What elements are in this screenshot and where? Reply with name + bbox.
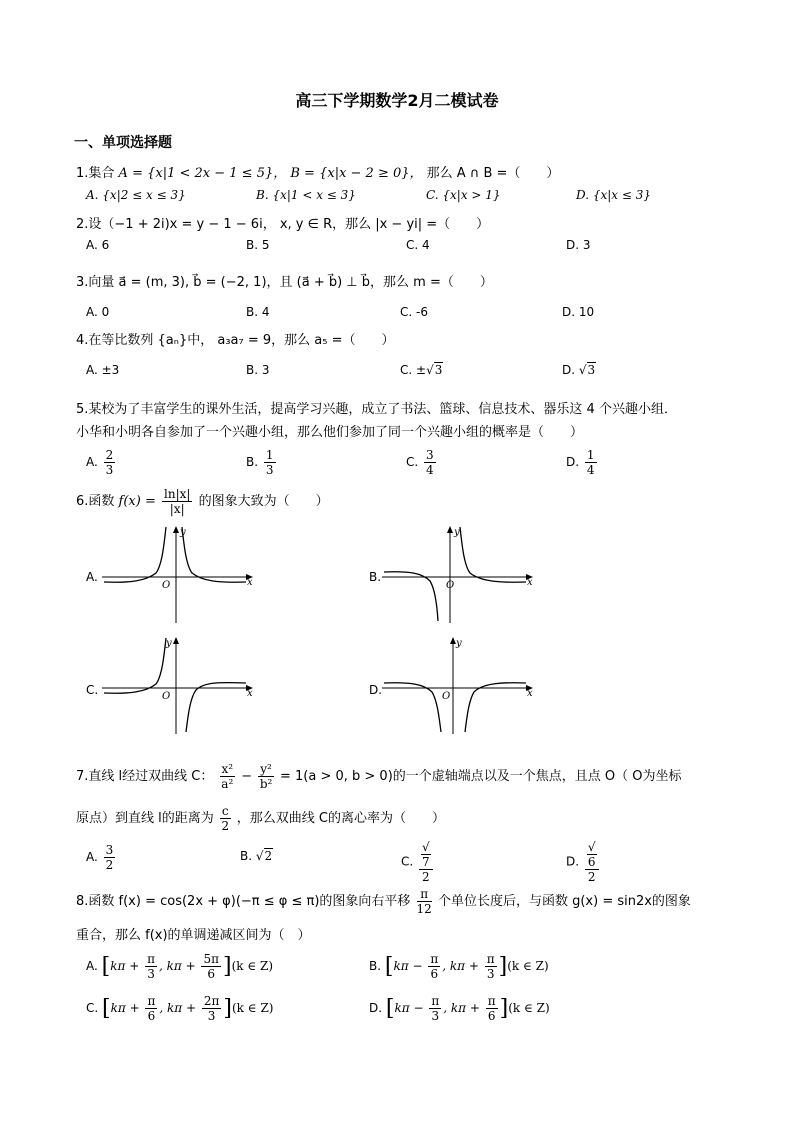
q5-option-a[interactable] bbox=[86, 448, 117, 477]
q5-b-label: B. bbox=[246, 455, 259, 469]
left-bracket: [ bbox=[101, 954, 111, 979]
y-axis-label: y bbox=[180, 527, 186, 538]
q7-a-label: A. bbox=[86, 850, 98, 864]
q5-option-b[interactable] bbox=[246, 448, 278, 477]
q8-stem-pre: 8.函数 f(x) = cos(2x + φ)(−π ≤ φ ≤ π)的图象向右平移 bbox=[76, 894, 411, 909]
q6-fx: f(x) = bbox=[118, 494, 156, 509]
q4-option-a[interactable]: A. ±3 bbox=[86, 363, 120, 377]
q2-option-d[interactable]: D. 3 bbox=[566, 238, 591, 252]
q3-option-d[interactable]: D. 10 bbox=[562, 305, 595, 319]
question-3: 3.向量 a⃗ = (m, 3), b⃗ = (−2, 1)，且 (a⃗ + b⃗) ⊥ b⃗，那么 m =（ ） bbox=[76, 275, 493, 290]
denominator: 3 bbox=[105, 463, 114, 477]
x-axis-label: x bbox=[247, 577, 253, 588]
denominator: 4 bbox=[586, 463, 595, 477]
q7-minus: − bbox=[241, 769, 253, 784]
denominator: 2 bbox=[221, 819, 230, 833]
q5-d-label: D. bbox=[566, 455, 580, 469]
x-axis-label: x bbox=[527, 577, 533, 588]
q6-option-d-label[interactable]: D. bbox=[369, 683, 383, 697]
q1-option-a[interactable]: A. {x|2 ≤ x ≤ 3} bbox=[86, 188, 186, 202]
q5-a-label: A. bbox=[86, 455, 98, 469]
q4-option-c[interactable] bbox=[400, 363, 443, 377]
numerator: 3 bbox=[105, 843, 114, 857]
q7-frac-c bbox=[220, 804, 231, 833]
origin-label: O bbox=[442, 691, 451, 702]
q7-option-d[interactable] bbox=[566, 840, 601, 884]
denominator: a² bbox=[221, 777, 234, 791]
question-2: 2.设（−1 + 2i)x = y − 1 − 6i， x, y ∈ R，那么 |x − yi| =（ ） bbox=[76, 217, 490, 232]
q8-a-label: A. bbox=[86, 959, 98, 973]
numerator: 1 bbox=[265, 448, 274, 462]
numerator: 2 bbox=[105, 448, 114, 462]
q7-stem-pre: 7.直线 l经过双曲线 C： bbox=[76, 769, 214, 784]
x-axis-label: x bbox=[247, 688, 253, 699]
radicand: 6 bbox=[587, 855, 596, 869]
question-5-line1: 5.某校为了丰富学生的课外生活，提高学习兴趣，成立了书法、篮球、信息技术、器乐这 4 个兴趣小组． bbox=[76, 402, 677, 417]
q1-set-a: A = {x|1 < 2x − 1 ≤ 5}， bbox=[118, 166, 287, 181]
question-1 bbox=[76, 162, 559, 181]
q8-option-c[interactable]: C. [kπ + $\frac{\pi}{6}$ , kπ + $\frac{2\pi}{3}$ ](k ∈ Z) bbox=[86, 994, 274, 1023]
denominator: 3 bbox=[265, 463, 274, 477]
numerator: ln|x| bbox=[164, 487, 191, 501]
left-bracket: [ bbox=[384, 954, 394, 979]
q1-option-b[interactable]: B. {x|1 < x ≤ 3} bbox=[256, 188, 356, 202]
denominator: 4 bbox=[426, 463, 434, 477]
question-7-line2 bbox=[76, 804, 445, 833]
q6-graph-b[interactable] bbox=[380, 525, 535, 625]
q7-eq: = 1(a > 0, b > 0)的一个虚轴端点以及一个焦点，且点 O（ O为坐标 bbox=[280, 769, 682, 784]
question-4: 4.在等比数列 {aₙ}中， a₃a₇ = 9，那么 a₅ =（ ） bbox=[76, 333, 395, 348]
q1-option-d[interactable]: D. {x|x ≤ 3} bbox=[576, 188, 651, 202]
numerator: √ 7 bbox=[419, 840, 433, 870]
sqrt-symbol: √3 bbox=[578, 363, 596, 377]
q7-frac-x bbox=[220, 762, 236, 791]
numerator: π bbox=[417, 887, 432, 902]
page-title: 高三下学期数学2月二模试卷 bbox=[295, 91, 499, 110]
q7-line2-pre: 原点）到直线 l的距离为 bbox=[76, 811, 214, 826]
numerator: x² bbox=[221, 762, 234, 776]
q2-option-c[interactable]: C. 4 bbox=[406, 238, 430, 252]
denominator: b² bbox=[259, 777, 273, 791]
sqrt-symbol: √2 bbox=[255, 849, 273, 863]
question-6 bbox=[76, 487, 329, 516]
q7-line2-post: ，那么双曲线 C的离心率为（ ） bbox=[236, 811, 445, 826]
q2-option-b[interactable]: B. 5 bbox=[246, 238, 270, 252]
q5-c-label: C. bbox=[406, 455, 419, 469]
left-bracket: [ bbox=[385, 996, 395, 1021]
right-bracket: ] bbox=[499, 996, 509, 1021]
sqrt-symbol: √3 bbox=[426, 363, 443, 377]
origin-label: O bbox=[162, 580, 171, 591]
q8-stem-post: 个单位长度后，与函数 g(x) = sin2x的图象 bbox=[437, 894, 691, 909]
x-axis-label: x bbox=[527, 688, 533, 699]
q3-option-c[interactable]: C. -6 bbox=[400, 305, 428, 319]
numerator: y² bbox=[260, 762, 272, 776]
denominator: 2 bbox=[587, 870, 596, 884]
q4-option-d[interactable] bbox=[562, 363, 596, 377]
q7-b-label: B. bbox=[240, 849, 253, 863]
numerator: c bbox=[221, 804, 229, 818]
left-bracket: [ bbox=[102, 996, 111, 1021]
right-bracket: ] bbox=[223, 996, 232, 1021]
y-axis-label: y bbox=[454, 527, 460, 538]
q6-option-b-label[interactable]: B. bbox=[369, 570, 382, 584]
y-axis-label: y bbox=[166, 638, 172, 649]
y-axis-label: y bbox=[456, 638, 462, 649]
q6-option-a-label[interactable]: A. bbox=[86, 570, 98, 584]
q7-d-label: D. bbox=[566, 854, 580, 869]
q1-ask: 那么 A ∩ B =（ ） bbox=[426, 166, 560, 181]
q7-option-c[interactable] bbox=[401, 840, 435, 884]
question-8-line1 bbox=[76, 887, 691, 916]
q7-d-fraction bbox=[585, 840, 599, 884]
q5-c-fraction bbox=[424, 448, 436, 477]
origin-label: O bbox=[162, 691, 171, 702]
q8-option-d[interactable]: D. [kπ − $\frac{\pi}{3}$ , kπ + $\frac{\pi}{6}$ ](k ∈ Z) bbox=[369, 994, 550, 1023]
q4-d-radicand: 3 bbox=[587, 363, 596, 377]
question-5-line2: 小华和小明各自参加了一个兴趣小组，那么他们参加了同一个兴趣小组的概率是（ ） bbox=[76, 425, 584, 440]
q7-c-label: C. bbox=[401, 854, 414, 869]
q5-d-fraction bbox=[585, 448, 597, 477]
q4-c-prefix: C. ± bbox=[400, 363, 427, 377]
q7-a-fraction bbox=[104, 843, 116, 872]
q6-stem-pre: 6.函数 bbox=[76, 494, 115, 509]
origin-label: O bbox=[446, 580, 455, 591]
q6-option-c-label[interactable]: C. bbox=[86, 683, 99, 697]
q5-a-fraction bbox=[104, 448, 116, 477]
denominator: 12 bbox=[416, 902, 432, 916]
q4-d-prefix: D. bbox=[562, 363, 579, 377]
radicand: 7 bbox=[422, 855, 430, 869]
numerator: 3 bbox=[426, 448, 434, 462]
q7-c-fraction bbox=[419, 840, 433, 884]
q6-fraction bbox=[162, 487, 192, 516]
numerator: 1 bbox=[586, 448, 595, 462]
denominator: |x| bbox=[169, 502, 185, 516]
q1-set-b: B = {x|x − 2 ≥ 0}， bbox=[290, 166, 423, 181]
q8-option-a[interactable]: A. [kπ + $\frac{\pi}{3}$ , kπ + $\frac{5\pi}{6}$ ](k ∈ Z) bbox=[86, 952, 274, 981]
question-7-line1 bbox=[76, 762, 682, 791]
q8-option-b[interactable]: B. [kπ − $\frac{\pi}{6}$ , kπ + $\frac{\pi}{3}$ ](k ∈ Z) bbox=[369, 952, 549, 981]
q4-option-b[interactable]: B. 3 bbox=[246, 363, 270, 377]
q1-stem: 1.集合 bbox=[76, 166, 115, 181]
q2-option-a[interactable]: A. 6 bbox=[86, 238, 110, 252]
question-8-line2: 重合，那么 f(x)的单调递减区间为（ ） bbox=[76, 928, 311, 943]
q7-option-a[interactable] bbox=[86, 843, 117, 872]
q5-option-d[interactable] bbox=[566, 448, 599, 477]
q8-d-label: D. bbox=[369, 1001, 383, 1015]
q7-frac-y bbox=[258, 762, 274, 791]
denominator: 2 bbox=[422, 870, 430, 884]
right-bracket: ] bbox=[498, 954, 508, 979]
q6-graph-a[interactable] bbox=[100, 525, 255, 625]
q1-option-c[interactable]: C. {x|x > 1} bbox=[426, 188, 501, 202]
q8-shift-fraction bbox=[417, 887, 432, 916]
q7-option-b[interactable] bbox=[240, 849, 273, 863]
q5-option-c[interactable] bbox=[406, 448, 438, 477]
section-heading: 一、单项选择题 bbox=[74, 135, 172, 151]
q4-c-radicand: 3 bbox=[434, 363, 443, 377]
q3-option-a[interactable]: A. 0 bbox=[86, 305, 110, 319]
q3-option-b[interactable]: B. 4 bbox=[246, 305, 270, 319]
q8-b-label: B. bbox=[369, 959, 382, 973]
numerator: √ 6 bbox=[585, 840, 599, 870]
q6-graph-c[interactable] bbox=[100, 636, 255, 736]
right-bracket: ] bbox=[223, 954, 232, 979]
q6-graph-d[interactable] bbox=[380, 636, 535, 736]
denominator: 2 bbox=[105, 858, 114, 872]
q6-stem-post: 的图象大致为（ ） bbox=[198, 494, 329, 509]
q8-c-label: C. bbox=[86, 1001, 99, 1015]
radicand: 2 bbox=[264, 849, 273, 863]
q5-b-fraction bbox=[264, 448, 276, 477]
